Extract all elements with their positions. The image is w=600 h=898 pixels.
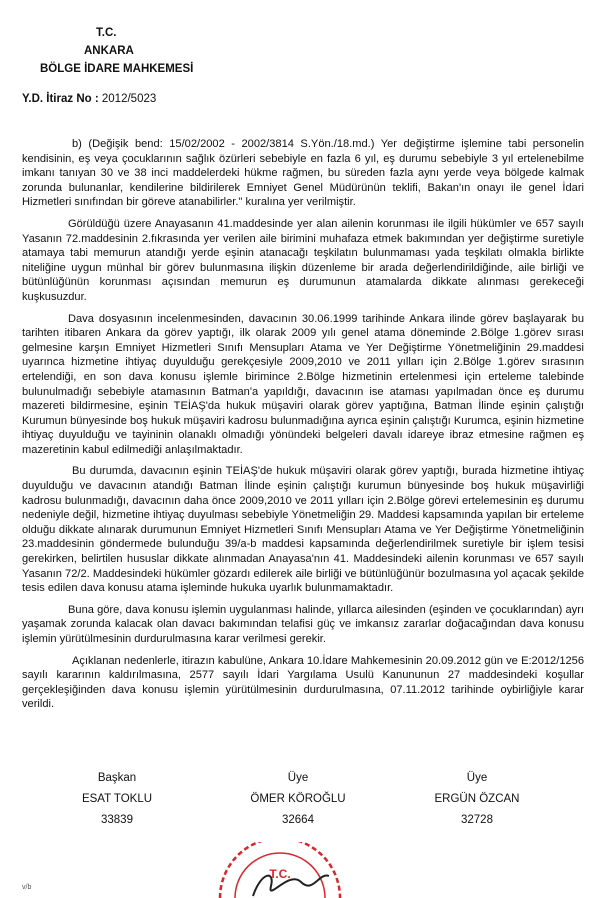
application-value: 2012/5023 (101, 93, 157, 105)
application-number (22, 93, 156, 105)
signature-number: 32664 (282, 814, 314, 826)
decision-body (22, 137, 584, 719)
signature-member-1 (233, 768, 363, 831)
header-city: ANKARA (84, 45, 134, 57)
signature-role: Üye (287, 772, 309, 784)
footer-mark: v/b (22, 884, 32, 891)
signature-name: ERGÜN ÖZCAN (434, 793, 520, 805)
official-seal-stamp (205, 842, 355, 898)
signature-president (52, 768, 182, 831)
paragraph-ruling: Açıklanan nedenlerle, itirazın kabulüne, Ankara 10.İdare Mahkemesinin 20.09.2012 gün ve E:2012/1256 sayılı kararının kaldırılmasına, 2577 sayılı İdari Yargılama Usulü Kanununun 27 maddesindeki koşullar gerçekleşiğinden dava konusu işlemin yürütülmesinin durdurulmasına, 07.11.2012 tarihinde oybirliğiyle karar verildi. (22, 654, 584, 711)
signature-name: ÖMER KÖROĞLU (250, 793, 346, 805)
court-header (40, 24, 193, 78)
application-label: Y.D. İtiraz No : (22, 93, 99, 105)
paragraph-regulation: b) (Değişik bend: 15/02/2002 - 2002/3814 S.Yön./18.md.) Yer değiştirme işlemine tabi personelin kendisinin, eş veya çocuklarının sağlık özürleri sebebiyle en fazla 6 yıl, eş durumu sebebiyle 3 yıl ertelenebilme imkanı tanıyan 30 ve 38 inci maddelerdeki hükme rağmen, bu süreden fazla aynı yerde veya bölgede kalmak zorunda bulunanlar, kendilerine bildirilerek Emniyet Genel Müdürünün teklifi, Bakan'ın onayı ile genel İdari Hizmetleri sınıfından bir göreve atanabilirler." kuralına yer verilmiştir. (22, 138, 584, 209)
header-tc: T.C. (96, 27, 117, 39)
signature-name: ESAT TOKLU (81, 793, 153, 805)
paragraph-constitution: Görüldüğü üzere Anayasanın 41.maddesinde yer alan ailenin korunması ile ilgili hükümler ve 657 sayılı Yasanın 72.maddesinin 2.fıkrasında yer verilen aile birimini muhafaza etmek bakımından yer değiştirme suretiyle atamaya tabi memurun atandığı yerde eşinin atanacağı teşkilatın bulunmaması yada teşkilatı olmakla birlikte niteliğine uygun münhal bir görev bulunmasına ilişkin düzenleme bir arada değerlendirildiğinde, aile birliği ve bütünlüğünün korunması açısından memurun eş durumunun atamalarda dikkate alınması gerekeceği kuşkusuzdur. (22, 217, 584, 303)
signature-role: Üye (466, 772, 488, 784)
signature-number: 33839 (101, 814, 133, 826)
stamp-text: T.C. (269, 867, 291, 881)
signature-member-2 (412, 768, 542, 831)
signature-scribble (253, 876, 329, 896)
header-court-name: BÖLGE İDARE MAHKEMESİ (40, 63, 194, 75)
paragraph-case-file: Dava dosyasının incelenmesinden, davacının 30.06.1999 tarihinde Ankara ilinde görev başlayarak bu tarihten itibaren Ankara da görev yaptığı, ilk olarak 2009 yılı genel atama döneminde 2.Bölge 1.görev sırası gelmesine karşın Emniyet Hizmetleri Sınıfı Mensupları Atama ve Yer Değiştirme Yönetmeliğinin 29.maddesi uyarınca hizmetine ihtiyaç duyulduğu gerekçesiyle 2009,2010 ve 2011 yılları için 2.Bölge 1.görev sırasının ertelendiği, en son dava konusu işlemle birimince 2.Bölge hizmetinin ertelenmesi için erteleme talebinde bulunulmadığı sebebiyle atamasının Batman'a yapıldığı, davacının ise ataması yapılmadan önce eş durumu mazereti bildirmesine, eşinin TEİAŞ'da hukuk müşaviri olarak görev yaptığına, Batman İlinde eşinin çalıştığı Kurumun bünyesinde boş hukuk müşaviri kadrosu bulunmadığına ayrıca eşinin çalıştığı Kurumca, eşinin hizmetine ihtiyaç duyulduğu ve tayininin olanaklı olmadığı yönündeki belgeleri davalı idareye ibraz etmesine rağmen eş mazeretinin kabul edilmediği anlaşılmaktadır. (22, 312, 584, 456)
signature-role: Başkan (97, 772, 137, 784)
signature-number: 32728 (461, 814, 493, 826)
paragraph-harm: Buna göre, dava konusu işlemin uygulanması halinde, yıllarca ailesinden (eşinden ve çocuklarından) ayrı yaşamak zorunda kalacak olan davacı bakımından telafisi güç ve imkansız zararlar doğacağından dava konusu işlemin yürütülmesinin durdurulmasına karar verilmesi gerekir. (22, 603, 584, 645)
paragraph-assessment: Bu durumda, davacının eşinin TEİAŞ'de hukuk müşaviri olarak görev yaptığı, burada hizmetine ihtiyaç duyulduğu ve davacının atandığı Batman İlinde eşinin çalıştığı kurumun bünyesinde boş hukuk müşavirliği kadrosu bulunmadığı, davacının daha önce 2009,2010 ve 2011 yılları için 2.Bölge görevi ertelemesinin eş durumu nedeniyle değil, hizmetine ihtiyaç duyulması sebebiyle Yönetmeliğin 29. Maddesi kapsamında yapılan bir erteleme olduğu dikkate alınarak durumunun Emniyet Hizmetleri Sınıfı Mensupları Atama ve Yer Değiştirme Yönetmeliğinin 23.maddesinin göndermede bulunduğu 39/a-b maddesi kapsamında değerlendirilmek suretiyle bir işlem tesisi gerekirken, belirtilen hususlar dikkate alınmadan Anayasa'nın 41. Maddesindeki ailenin korunması ve 657 sayılı Yasanın 72/2. Maddesindeki hükümler gözardı edilerek aile birliği ve bütünlüğünür bozulmasına yol açacak şekilde tesis edilen dava konusu atama işleminde hukuka uyarlık bulunmamaktadır. (22, 465, 584, 595)
